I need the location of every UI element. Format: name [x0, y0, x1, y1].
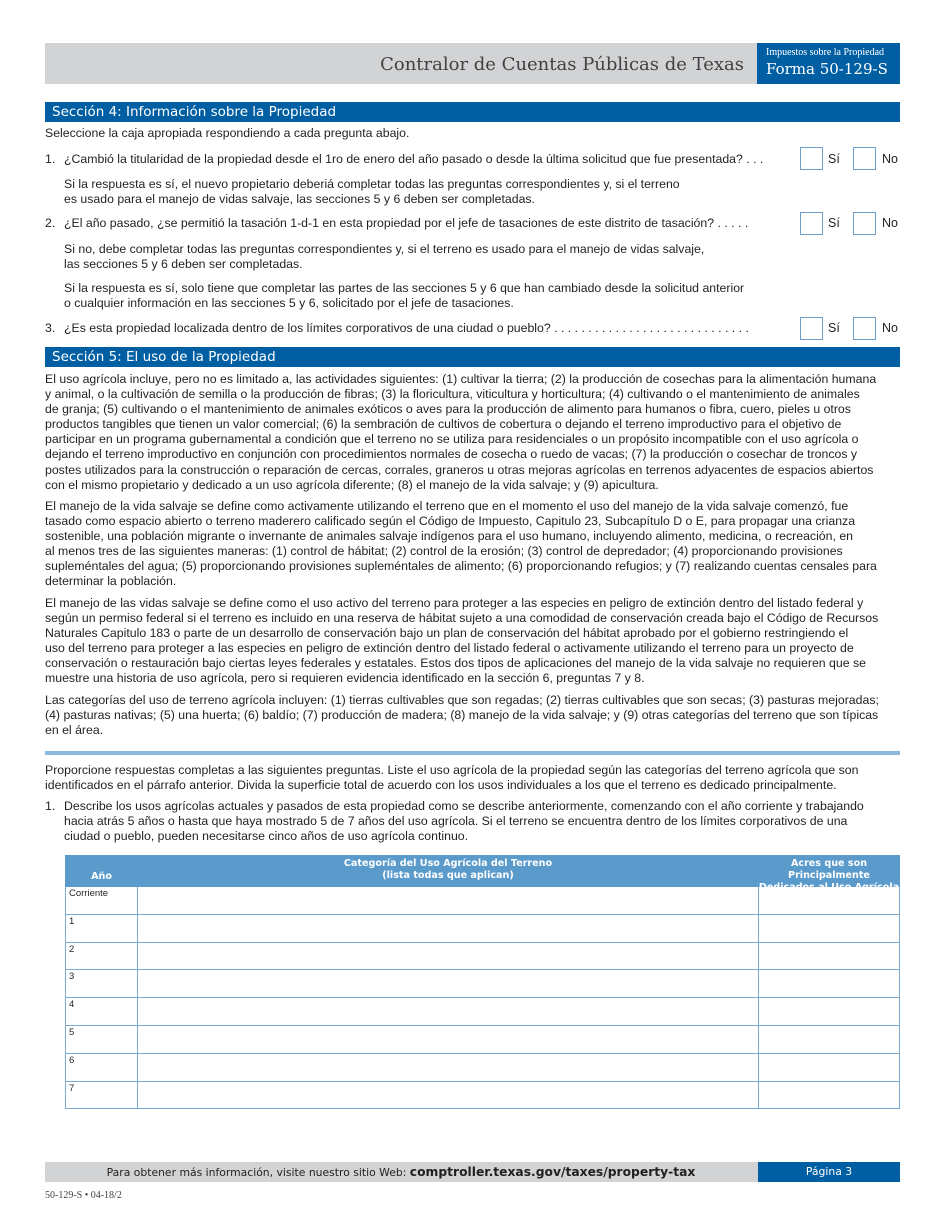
text-line: en el área.	[45, 723, 104, 738]
footer-bar	[45, 1162, 900, 1182]
col-header-year: Año	[91, 871, 112, 882]
q3-no-label: No	[882, 321, 898, 335]
form-revision: 50-129-S • 04-18/2	[45, 1190, 122, 1201]
agency-title: Contralor de Cuentas Públicas de Texas	[380, 54, 744, 75]
form-category: Impuestos sobre la Propiedad	[766, 47, 885, 58]
col-header-line: (lista todas que aplican)	[382, 870, 514, 881]
text-line: identificados en el párrafo anterior. Divida la superficie total de acuerdo con los usos individuales a los que el terreno es dedicado principalmente.	[45, 778, 837, 793]
text-line: Naturales Capitulo 183 o parte de un desarrollo de conservación bajo un plan de conservación del hábitat aprobado por el gobierno restringiendo el	[45, 626, 849, 641]
text-line: según un permiso federal si el terreno es incluido en una reserva de hábitat sujeto a una comodidad de conservación creada bajo el Código de Recursos	[45, 611, 879, 626]
question-number: 1.	[45, 152, 56, 166]
text-line: y animal, o la cultivación de semilla o la producción de fibras; (3) la floricultura, viticultura y horticultura; (4) cultivando o el mantenimiento de animales	[45, 387, 860, 402]
q2-no-label: No	[882, 216, 898, 230]
q1-note-line: es usado para el manejo de vidas salvaje, las secciones 5 y 6 deben ser completadas.	[64, 192, 535, 206]
q3-yes-label: Sí	[828, 321, 840, 335]
question-number: 3.	[45, 321, 56, 335]
section-4-intro: Seleccione la caja apropiada respondiendo a cada pregunta abajo.	[45, 126, 410, 140]
q2-note-line: Si la respuesta es sí, solo tiene que completar las partes de las secciones 5 y 6 que han cambiado desde la solicitud anterior	[64, 281, 745, 295]
category-input[interactable]	[138, 970, 759, 997]
paragraph-wildlife-management	[45, 499, 905, 590]
table-row	[65, 1026, 900, 1054]
q1-yes-checkbox[interactable]	[800, 147, 823, 170]
text-line: Proporcione respuestas completas a las siguientes preguntas. Liste el uso agrícola de la propiedad según las categorías del terreno agrícola que son	[45, 763, 859, 777]
text-line: dejando el terreno improductivo en conjunción con procedimientos normales de cosecha o ruedo de vacas; (7) la producción o cosechar de troncos y	[45, 447, 858, 462]
text-line: participar en un programa gubernamental a condición que el terreno no se utiliza para residenciales o un propósito incompatible con el uso agrícola o	[45, 432, 859, 447]
category-input[interactable]	[138, 915, 759, 942]
year-cell: 2	[66, 943, 138, 970]
question-number: 2.	[45, 216, 56, 230]
page-number: Página 3	[758, 1162, 900, 1182]
q2-note-line: Si no, debe completar todas las preguntas correspondientes y, si el terreno es usado para el manejo de vidas salvaje,	[64, 242, 705, 256]
year-cell: 6	[66, 1054, 138, 1081]
paragraph-agricultural-use	[45, 372, 905, 493]
q1-note-line: Si la respuesta es sí, el nuevo propietario deberiá completar todas las preguntas correspondientes y, si el terreno	[64, 177, 680, 191]
question-3-text: ¿Es esta propiedad localizada dentro de los límites corporativos de una ciudad o pueblo? . . . . . . . . . . . . . . . . . . . . . . . . . . . . .	[64, 321, 749, 335]
col-header-line: Dedicados al Uso Agrícola	[758, 882, 900, 893]
section-4-title: Sección 4: Información sobre la Propiedad	[45, 102, 900, 122]
year-cell: 1	[66, 915, 138, 942]
table-row	[65, 998, 900, 1026]
acres-input[interactable]	[759, 970, 899, 997]
table-row	[65, 915, 900, 943]
table-row	[65, 1082, 900, 1110]
table-row	[65, 887, 900, 915]
text-line: El manejo de las vidas salvaje se define como el uso activo del terreno para proteger a las especies en peligro de extinción dentro del listado federal y	[45, 596, 864, 610]
acres-input[interactable]	[759, 887, 899, 914]
q3-no-checkbox[interactable]	[853, 317, 876, 340]
text-line: El manejo de la vida salvaje se define como activamente utilizando el terreno que en el momento el uso del manejo de la vida salvaje comenzó, fue	[45, 499, 849, 513]
q2-yes-label: Sí	[828, 216, 840, 230]
acres-input[interactable]	[759, 1054, 899, 1081]
header-bar	[45, 43, 900, 84]
q2-note-line: o cualquier información en las secciones 5 y 6, solicitado por el jefe de tasaciones.	[64, 296, 514, 310]
text-line: (4) pasturas nativas; (5) una huerta; (6) baldío; (7) producción de madera; (8) manejo de la vida salvaje; y (9) otras categorías del terreno que son típicas	[45, 708, 879, 723]
form-id-box	[757, 43, 900, 84]
text-line: determinar la población.	[45, 574, 177, 589]
year-cell: 3	[66, 970, 138, 997]
category-input[interactable]	[138, 1082, 759, 1109]
question-1-text: ¿Cambió la titularidad de la propiedad desde el 1ro de enero del año pasado o desde la última solicitud que fue presentada? . . .	[64, 152, 764, 166]
category-input[interactable]	[138, 998, 759, 1025]
year-cell: 5	[66, 1026, 138, 1053]
year-cell: Corriente	[66, 887, 138, 914]
question-number: 1.	[45, 799, 56, 813]
year-cell: 4	[66, 998, 138, 1025]
q1-no-label: No	[882, 152, 898, 166]
table-row	[65, 970, 900, 998]
text-line: conservación o restauración bajo ciertas leyes federales y estatales. Estos dos tipos de aplicaciones del manejo de la vida salvaje no requieren que se	[45, 656, 866, 671]
text-line: de granja; (5) cultivando o el mantenimiento de animales exóticos o aves para la producción de alimento para humanos o fibra, cuero, pieles u otros	[45, 402, 851, 417]
paragraph-land-categories	[45, 693, 905, 738]
paragraph-endangered-species	[45, 596, 905, 687]
footer-url-link[interactable]: comptroller.texas.gov/taxes/property-tax	[409, 1165, 696, 1179]
table-row	[65, 943, 900, 971]
text-line: productos tangibles que tienen un valor comercial; (6) la sembración de cultivos de cobertura o dejando el terreno improductivo para el objetivo de	[45, 417, 842, 432]
q1-yes-label: Sí	[828, 152, 840, 166]
section-5-title: Sección 5: El uso de la Propiedad	[45, 347, 900, 367]
text-line: tasado como espacio abierto o terreno maderero calificado según el Código de Impuesto, Capitulo 23, Subcapítulo D o E, para propagar una crianza	[45, 514, 856, 529]
acres-input[interactable]	[759, 1082, 899, 1109]
q2-note-line: las secciones 5 y 6 deben ser completadas.	[64, 257, 303, 271]
question-2-text: ¿El año pasado, ¿se permitió la tasación 1-d-1 en esta propiedad por el jefe de tasaciones de este distrito de tasación? . . . . .	[64, 216, 749, 230]
table-row	[65, 1054, 900, 1082]
text-line: El uso agrícola incluye, pero no es limitado a, las actividades siguientes: (1) cultivar la tierra; (2) la producción de cosechas para la alimentación humana	[45, 372, 877, 386]
text-line: sostenible, una población migrante o invernante de animales salvaje indígenos para el uso humano, incluyendo alimento, medicina, o recreación, en	[45, 529, 853, 544]
text-line: supleméntales del agua; (5) proporcionando provisiones supleméntales de alimento; (6) proporcionando refugios; y (7) realizando cuentas censales para	[45, 559, 877, 574]
acres-input[interactable]	[759, 915, 899, 942]
footer-info	[45, 1162, 757, 1183]
year-cell: 7	[66, 1082, 138, 1109]
category-input[interactable]	[138, 1026, 759, 1053]
col-header-category	[138, 858, 758, 882]
paragraph-instructions	[45, 763, 905, 793]
q2-yes-checkbox[interactable]	[800, 212, 823, 235]
text-line: al menos tres de las siguientes maneras: (1) control de hábitat; (2) control de la erosión; (3) control de depredador; (4) proporcionando provisiones	[45, 544, 843, 559]
q2-no-checkbox[interactable]	[853, 212, 876, 235]
divider	[45, 751, 900, 755]
q1-no-checkbox[interactable]	[853, 147, 876, 170]
acres-input[interactable]	[759, 998, 899, 1025]
question-1-line: Describe los usos agrícolas actuales y pasados de esta propiedad como se describe anteriormente, comenzando con el año corriente y trabajando	[64, 799, 864, 813]
text-line: muestre una historia de uso agrícola, pero si requieren evidencia identificado en la sección 6, preguntas 7 y 8.	[45, 671, 645, 686]
text-line: Las categorías del uso de terreno agrícola incluyen: (1) tierras cultivables que son regadas; (2) tierras cultivables que son secas; (3) pasturas mejoradas;	[45, 693, 879, 707]
col-header-line: Categoría del Uso Agrícola del Terreno	[343, 858, 553, 869]
agricultural-use-table	[65, 855, 900, 1109]
text-line: con el mismo propietario y dedicado a un uso agrícola diferente; (8) el manejo de la vida salvaje; y (9) apicultura.	[45, 477, 659, 492]
category-input[interactable]	[138, 887, 759, 914]
category-input[interactable]	[138, 943, 759, 970]
footer-info-text: Para obtener más información, visite nuestro sitio Web:	[106, 1166, 407, 1179]
acres-input[interactable]	[759, 1026, 899, 1053]
acres-input[interactable]	[759, 943, 899, 970]
col-header-line: Acres que son Principalmente	[788, 858, 870, 881]
table-header	[65, 855, 900, 893]
category-input[interactable]	[138, 1054, 759, 1081]
question-1-line: ciudad o pueblo, pueden necesitarse cinco años de uso agrícola continuo.	[64, 829, 469, 843]
q3-yes-checkbox[interactable]	[800, 317, 823, 340]
text-line: uso del terreno para proteger a las especies en peligro de extinción dentro del listado federal o activamente utilizando el terreno para un proyecto de	[45, 641, 854, 656]
text-line: postes utilizados para la construcción o reparación de cercas, corrales, graneros u otras mejoras agrícolas en terrenos adyacentes de espacios abiertos	[45, 462, 874, 477]
form-number: Forma 50-129-S	[766, 60, 888, 78]
question-1-line: hacia atrás 5 años o hasta que haya mostrado 5 de 7 años del uso agrícola. Si el terreno se encuentra dentro de los límites corporativos de una	[64, 814, 848, 828]
